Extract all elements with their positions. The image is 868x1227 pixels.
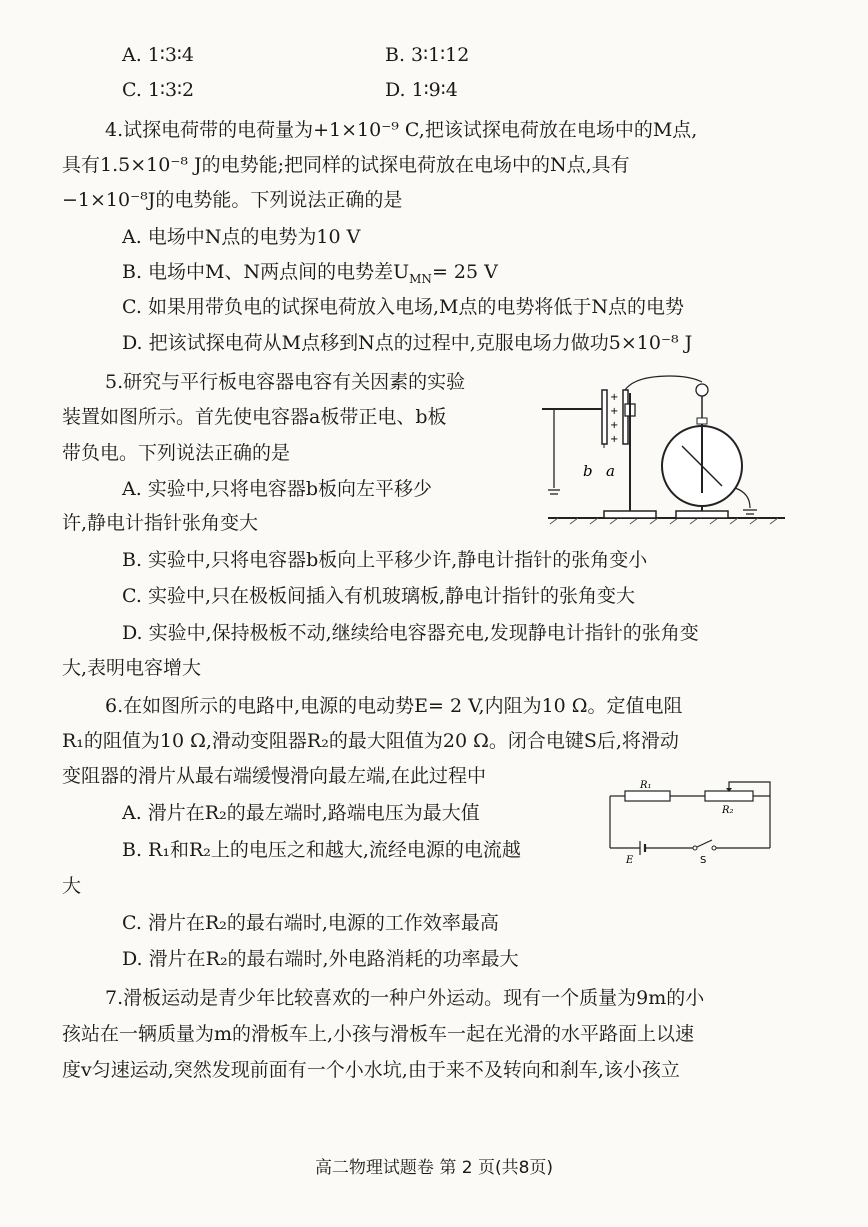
svg-text:+: + [610,434,619,445]
q4-option-d: D. 把该试探电荷从M点移到N点的过程中,克服电场力做功5×10⁻⁸ J [122,332,693,354]
q4-stem-line2: 具有1.5×10⁻⁸ J的电势能;把同样的试探电荷放在电场中的N点,具有 [62,154,630,176]
stand-base-left [604,511,656,518]
svg-text:R₁: R₁ [640,780,652,791]
q5-option-a-line1: A. 实验中,只将电容器b板向左平移少 [122,478,433,500]
q4-stem-line1: 4.试探电荷带的电荷量为+1×10⁻⁹ C,把该试探电荷放在电场中的M点, [105,119,698,141]
q6-option-b-line2: 大 [62,875,82,897]
q6-option-a: A. 滑片在R₂的最左端时,路端电压为最大值 [122,802,480,824]
page-footer: 高二物理试题卷 第 2 页(共8页) [314,1158,554,1178]
svg-text:E: E [626,855,634,866]
svg-text:+: + [610,392,619,403]
q7-stem-line2: 孩站在一辆质量为m的滑板车上,小孩与滑板车一起在光滑的水平路面上以速 [62,1023,695,1045]
option-d: D. 1∶9∶4 [385,79,458,101]
option-a: A. 1∶3∶4 [122,44,194,66]
q5-stem-line1: 5.研究与平行板电容器电容有关因素的实验 [105,371,466,393]
q5-option-d-line2: 大,表明电容增大 [62,657,202,679]
label-a: a [606,462,615,480]
q5-option-a-line2: 许,静电计指针张角变大 [62,512,259,534]
plate-b [602,390,607,444]
resistor-r1 [625,791,670,801]
switch-s [697,840,712,847]
q6-option-b-line1: B. R₁和R₂上的电压之和越大,流经电源的电流越 [122,839,521,861]
q5-option-c: C. 实验中,只在极板间插入有机玻璃板,静电计指针的张角变大 [122,585,636,607]
q6-stem-line3: 变阻器的滑片从最右端缓慢滑向最左端,在此过程中 [62,765,487,787]
svg-text:+: + [610,406,619,417]
q4-option-a: A. 电场中N点的电势为10 V [122,226,361,248]
stand-base-right [676,511,728,518]
q5-stem-line2: 装置如图所示。首先使电容器a板带正电、b板 [62,406,447,428]
q6-stem-line1: 6.在如图所示的电路中,电源的电动势E= 2 V,内阻为10 Ω。定值电阻 [105,695,683,717]
q4-stem-line3: −1×10⁻⁸J的电势能。下列说法正确的是 [62,189,403,211]
q4-option-b: B. 电场中M、N两点间的电势差$U_{MN}= 25$ V [122,261,498,286]
svg-text:+: + [610,420,619,431]
svg-text:R₂: R₂ [722,805,734,816]
circuit-figure [600,780,785,868]
option-b: B. 3∶1∶12 [385,44,470,66]
q5-option-b: B. 实验中,只将电容器b板向上平移少许,静电计指针的张角变小 [122,549,648,571]
q7-stem-line3: 度v匀速运动,突然发现前面有一个小水坑,由于来不及转向和刹车,该小孩立 [62,1059,680,1081]
capacitor-electrometer-figure [540,368,790,533]
resistor-r2 [705,791,753,801]
q6-option-c: C. 滑片在R₂的最右端时,电源的工作效率最高 [122,912,499,934]
q4-option-c: C. 如果用带负电的试探电荷放入电场,M点的电势将低于N点的电势 [122,296,685,318]
q7-stem-line1: 7.滑板运动是青少年比较喜欢的一种户外运动。现有一个质量为9m的小 [105,987,705,1009]
svg-text:S: S [700,855,707,866]
q5-stem-line3: 带负电。下列说法正确的是 [62,442,291,464]
option-c: C. 1∶3∶2 [122,79,195,101]
q6-stem-line2: R₁的阻值为10 Ω,滑动变阻器R₂的最大阻值为20 Ω。闭合电键S后,将滑动 [62,730,679,752]
q5-option-d-line1: D. 实验中,保持极板不动,继续给电容器充电,发现静电计指针的张角变 [122,622,699,644]
plate-a [623,390,628,444]
q6-option-d: D. 滑片在R₂的最右端时,外电路消耗的功率最大 [122,948,519,970]
label-b: b [583,462,593,480]
